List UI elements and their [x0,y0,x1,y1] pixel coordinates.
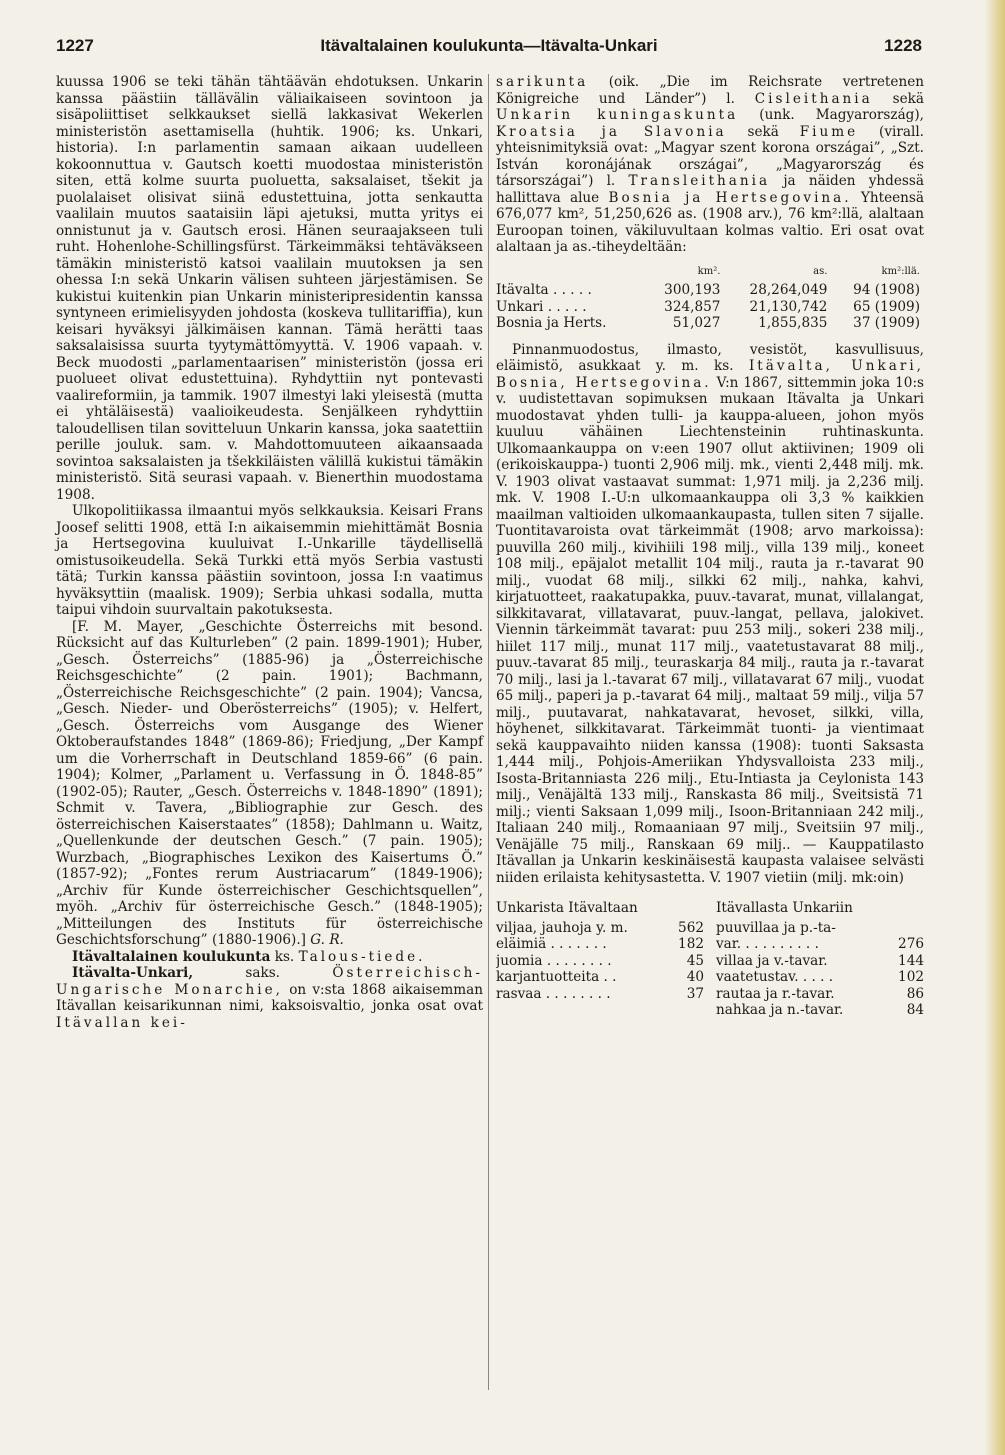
table-cell: 51,027 [672,315,721,331]
paragraph-foreign-policy: Ulkopolitiikassa ilmaantui myös selkkauksia. Keisari Frans Joosef selitti 1908, että I:n aikaisemmin miehittämät Bosnia ja Hertsegovina kuuluivat I.-Unkarille täydellisellä omistusoikeudella. Sekä Turkki että myös Serbia vastusti tätä; Turkin kanssa päästiin sovintoon, jossa I:n vaatimus hyväksyttiin (maalisk. 1909); Serbia uhkasi sodalla, mutta taipui vihdoin suurvaltain pakotuksesta. [56,503,483,618]
trade-value: 37 [686,985,704,1002]
trade-value: 86 [906,985,924,1002]
table-header: km²:llä. [881,265,920,277]
trade-column-hungary-to-austria [496,900,704,1019]
spaced-term: Bosnia ja Hertsegovina. [608,189,852,206]
trade-label: nahkaa ja n.-tavar. [716,1002,844,1018]
spaced-term: sarikunta [496,74,589,90]
trade-value: 45 [686,952,704,969]
text: Yhteensä 676,077 km², 51,250,626 as. (1908 arv.), 76 km²:llä, alaltaan Euroopan toinen, väkiluvultaan kolmas valtio. Eri osat ovat alaltaan ja as.-tiheydeltään: [496,189,924,255]
trade-label: villaa ja v.-tavar. [716,952,828,969]
trade-value: 182 [678,936,704,952]
paragraph-bibliography [56,619,483,949]
trade-value: 144 [898,952,924,969]
trade-column-austria-to-hungary [716,900,924,1019]
table-row [496,315,924,332]
table-cell: Itävalta . . . . . [496,282,592,298]
left-column [56,74,483,1031]
list-item [716,953,924,970]
list-item [496,986,704,1003]
trade-value: 562 [678,919,704,936]
list-item [716,969,924,986]
text: ja näiden yhdessä hallittava alue [496,173,924,206]
list-item [716,1002,924,1019]
spaced-term: Transleithania [628,173,771,189]
spaced-term: Fiume [799,123,859,140]
table-header: as. [813,265,828,277]
list-item [716,936,924,953]
entry-headword: Itävalta-Unkari, [72,965,194,981]
page-edge [985,0,1005,1455]
table-cell: 28,264,049 [749,282,828,298]
entry-ks: ks. [274,948,295,965]
spaced-term: Unkarin kuningaskunta [496,107,739,123]
table-cell: 65 (1909) [853,298,920,315]
table-cell: 300,193 [664,282,721,298]
table-row [496,282,924,299]
entry-text: saks. [245,965,281,981]
spaced-term: Cisleithania [754,90,873,107]
running-header [56,36,922,60]
entry-itavalta-unkari [56,965,483,1031]
page-title: Itävaltalainen koulukunta—Itävalta-Unkari [320,36,658,55]
trade-label: puuvillaa ja p.-ta- [716,919,836,936]
page-number-left: 1227 [56,36,94,55]
table-header [496,264,646,283]
trade-label: var. . . . . . . . . . [716,936,819,952]
paragraph-composition [496,74,924,256]
text: (unk. Magyarország), [759,107,924,123]
trade-value: 40 [686,969,704,985]
trade-column-header: Unkarista Itävaltaan [496,900,638,916]
table-header-row [496,264,924,283]
page-number-right: 1228 [884,36,922,55]
text: sekä [747,123,779,140]
table-cell: 94 (1908) [853,282,920,298]
trade-label: vaatetustav. . . . . [716,969,834,985]
trade-label: karjantuotteita . . [496,969,617,985]
spaced-term: Kroatsia ja Slavonia [496,123,727,140]
entry-german-name: Österreichisch-Ungarische Monarchie, [56,965,483,998]
table-cell: 21,130,742 [749,298,828,315]
table-cell: 324,857 [664,298,721,315]
paragraph-politics: kuussa 1906 se teki tähän tähtäävän ehdotuksen. Unkarin kanssa päästiin tällävälin väliaikaiseen sovintoon ja sisäpoliittiset selkkaukset siellä lakkasivat Wekerlen ministeristön asettamisella (huhtik. 1906; ks. Unkari, historia). I:n parlamentin samaan aikaan uudelleen kokoonnuttua v. Gautsch koetti muodostaa ministeristön siten, että kolme suurta puoluetta, saksalaiset, tšekit ja puolalaiset olisivat siinä edustettuina, jotta senkautta vaalilain muutos saataisiin läpi ajetuksi, mutta yritys ei onnistunut ja v. Gautsch erosi. Hänen seuraajakseen tuli ruht. Hohenlohe-Schillingsfürst. Tärkeimmäksi tehtäväkseen tämäkin ministeristö katsoi vaalilain muutoksen ja sen ohessa I:n sekä Unkarin välisen suhteen järjestämisen. Se kukistui kuitenkin pian Unkarin ministeripresidentin kanssa syntyneen erimielisyyden johdosta (koskeva tullitariffia), kun keisari hyväksyi jälkimäisen kannan. Tämä herätti taas saksalaisissa suurta tyytymättömyyttä. V. 1906 vapaah. v. Beck muodosti „parlamentaarisen” ministeristön (jossa eri puolueet olivat edustettuina). Ryhdyttiin nyt pontevasti vaalireformiin, ja tammik. 1907 ilmestyi laki yleisestä (mutta ei yhtäläisestä) vaalioikeudesta. Senjälkeen ryhdyttiin taloudellisen tilan sovitteluun Unkarin kanssa, joka saatettiin perille jouluk. sam. v. Mahdottomuuteen aikaansaada sovintoa saksalaisten ja tšekkiläisten välillä kukistui tämäkin ministeristö. Sitä seurasi vapaah. v. Bienerthin muodostama 1908. [56,74,483,503]
trade-label: eläimiä . . . . . . . [496,936,607,952]
table-cell: 37 (1909) [853,315,920,331]
list-item [716,920,924,937]
trade-table [496,900,924,1019]
paragraph-trade [496,342,924,887]
table-cell: Unkari . . . . . [496,298,587,315]
trade-label: juomia . . . . . . . . [496,952,612,969]
table-header: km². [697,265,721,277]
text: V:n 1867, sittemmin joka 10:s v. uudistettavan sopimuksen mukaan Itävalta ja Unkari muodostavat yhden tulli- ja kauppa-alueen, johon myös kuuluu vähäinen Liechtensteinin ruhtinaskunta. Ulkomaankauppa on v:een 1907 ollut aktiivinen; 1909 oli (erikoiskauppa-) tuonti 2,906 milj. mk., vienti 2,448 milj. mk. V. 1903 olivat vastaavat summat: 1,971 milj. ja 2,236 milj. mk. V. 1908 I.-U:n ulkomaankauppa oli 3,3 % kaikkien maailman valtioiden ulkomaankaupasta, tullen siten 7 sijalle. Tuontitavaroista ovat tärkeimmät (1908; arvo markoissa): puuvilla 260 milj., kivihiili 198 milj., villa 139 milj., koneet 108 milj., epäjalot metallit 104 milj., rauta ja r.-tavarat 90 milj., vuodat 68 milj., silkki 62 milj., nahka, kahvi, kirjatuotteet, raakatupakka, puuv.-tavarat, munat, villalangat, silkkitavarat, villatavarat, puuv.-langat, pellava, jalokivet. Viennin tärkeimmät tavarat: puu 253 milj., sokeri 238 milj., hiilet 117 milj., munat 117 milj., vaatetustavarat 88 milj., puuv.-tavarat 85 milj., teuraskarja 84 milj., rauta ja r.-tavarat 70 milj., lasi ja l.-tavarat 67 milj., villatavarat 67 milj., vuodat 65 milj., paperi ja p.-tavarat 64 milj., maltaat 59 milj., vilja 57 milj., puutavarat, nahkatavarat, hevoset, silkki, villa, höyhenet, silkkitavarat. Tärkeimmät tuonti- ja vientimaat sekä kauppavaihto niiden kanssa (1908): tuonti Saksasta 1,444 milj., Pohjois-Ameriikan Yhdysvalloista 233 milj., Isosta-Britanniasta 226 milj., Etu-Intiasta ja Ceylonista 143 milj., Venäjältä 133 milj., Ranskasta 86 milj., Sveitsistä 71 milj.; vienti Saksaan 1,099 milj., Isoon-Britanniaan 242 milj., Italiaan 240 milj., Romaaniaan 97 milj., Sveitsiin 97 milj., Venäjälle 75 milj., Ranskaan 69 milj.. — Kauppatilasto Itävallan ja Unkarin keskinäisestä kaupasta valaisee selvästi niiden erilaista kehitysastetta. V. 1907 vietiin (milj. mk:oin) [496,374,924,886]
entry-headword: Itävaltalainen koulukunta [72,948,271,965]
trade-value: 276 [898,936,924,952]
trade-value: 102 [898,969,924,985]
entry-spaced-term: Itävallan kei- [56,1014,188,1031]
text: Pinnanmuodostus, ilmasto, vesistöt, kasvullisuus, eläimistö, asukkaat y. m. ks. [496,341,924,374]
trade-label: rautaa ja r.-tavar. [716,985,835,1002]
table-cell: 1,855,835 [758,315,828,331]
text: sekä [892,90,924,107]
author-signature: G. R. [310,932,344,948]
trade-column-header: Itävallasta Unkariin [716,900,853,916]
list-item [496,936,704,953]
entry-itavaltalainen-koulukunta [56,949,483,966]
trade-label: viljaa, jauhoja y. m. [496,919,628,936]
text: (virall. yhteisnimityksiä ovat: „Magyar szent korona országai”, „Szt. István koronájának országai”, „Magyarország és társországai”) l. [496,123,924,189]
table-row [496,299,924,316]
entry-text: on v:sta 1868 aikaisemman Itävallan keisarikunnan nimi, kaksoisvaltio, jonka osat ovat [56,981,483,1014]
trade-value: 84 [906,1002,924,1018]
list-item [496,969,704,986]
bibliography-text: [F. M. Mayer, „Geschichte Österreichs mit besond. Rücksicht auf das Kulturleben” (2 pain. 1899-1901); Huber, „Gesch. Österreichs” (1885-96) ja „Österreichische Reichsgeschichte” (2 pain. 1901); Bachmann, „Österreichische Reichsgeschichte” (2 pain. 1904); Vancsa, „Gesch. Nieder- und Oberösterreichs” (1905); v. Helfert, „Gesch. Österreichs vom Ausgange des Wiener Oktoberaufstandes 1848” (1869-86); Friedjung, „Der Kampf um die Vorherrschaft in Deutschland 1859-66” (6 pain. 1904); Kolmer, „Parlament u. Verfassung in Ö. 1848-85” (1902-05); Rauter, „Gesch. Österreichs v. 1848-1890” (1891); Schmit v. Tavera, „Bibliographie zur Gesch. des österreichischen Kaiserstaates” (1858); Dahlmann u. Waitz, „Quellenkunde der deutschen Gesch.” (7 pain. 1905); Wurzbach, „Biographisches Lexikon des Kaisertums Ö.” (1857-92); „Fontes rerum Austriacarum” (1849-1906); „Archiv für Kunde österreichischer Geschichtsquellen”, myöh. „Archiv für österreichische Gesch.” (1848-1905); „Mitteilungen des Instituts für österreichische Geschichtsforschung” (1880-1906).] [56,618,483,948]
area-population-table [496,264,924,332]
trade-label: rasvaa . . . . . . . . [496,985,611,1002]
table-cell: Bosnia ja Herts. [496,315,607,331]
list-item [496,953,704,970]
list-item [496,920,704,937]
column-rule [488,74,489,1390]
right-column [496,74,924,1019]
entry-cross-reference[interactable]: Talous-tiede. [298,948,426,965]
list-item [716,986,924,1003]
text: (oik. „Die im Reichsrate vertretenen Königreiche und Länder”) l. [496,74,924,107]
spaced-term: Itävalta, Unkari, Bosnia, Hertsegovina. [496,358,925,391]
